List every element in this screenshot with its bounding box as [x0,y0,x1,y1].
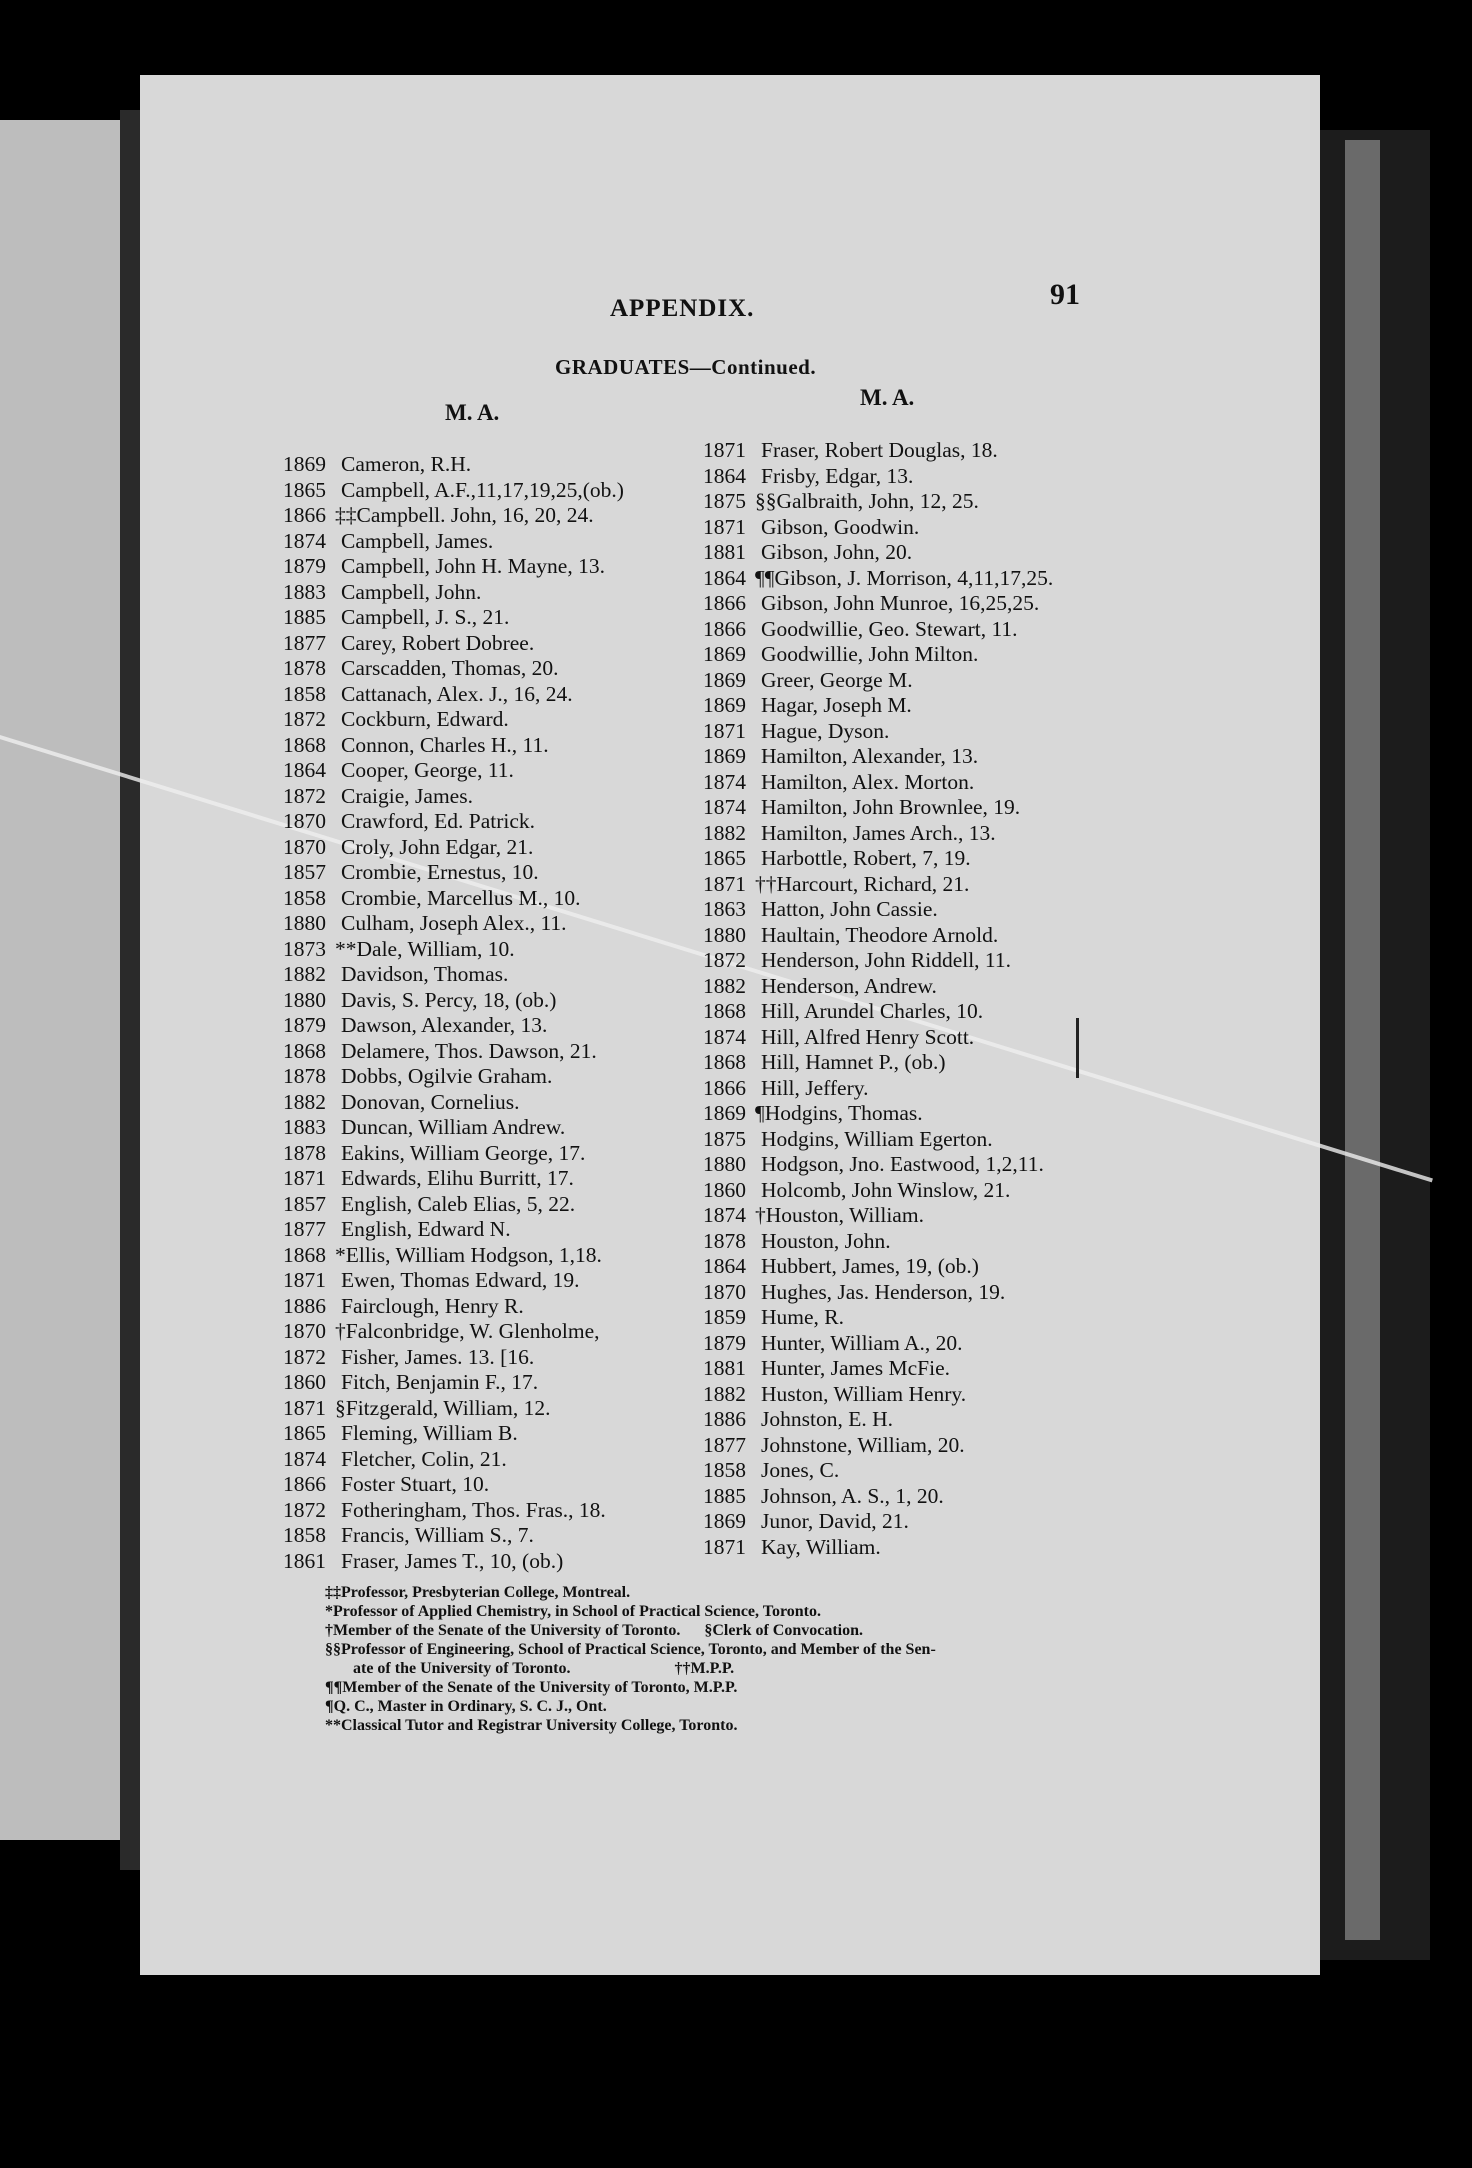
graduate-entry [703,1178,1053,1204]
graduate-entry [703,515,1053,541]
graduate-year: 1866 [703,591,746,615]
graduate-year: 1882 [703,1381,746,1406]
graduate-name: Johnson, A. S., 1, 20. [761,1483,944,1508]
graduate-year: 1874 [703,769,746,794]
graduate-name: Campbell, A.F.,11,17,19,25,(ob.) [341,477,624,502]
graduate-year: 1874 [703,1203,746,1227]
graduate-name: Fitch, Benjamin F., 17. [341,1370,539,1394]
footnote-mark: ¶ [755,1101,765,1125]
section-title: GRADUATES—Continued. [555,355,817,379]
graduate-entry [283,886,624,912]
graduate-year: 1868 [703,1050,746,1074]
page-edge-strip [1345,140,1380,1940]
graduate-year: 1878 [283,1140,326,1165]
graduate-entry [703,1484,1053,1510]
graduate-entry [703,591,1053,617]
graduate-entry [283,962,624,988]
graduate-entry [283,605,624,631]
graduate-name: Hamilton, Alex. Morton. [761,769,975,794]
graduate-name: Fraser, Robert Douglas, 18. [761,438,998,462]
graduate-name: Crawford, Ed. Patrick. [341,809,536,833]
graduate-name: Ellis, William Hodgson, 1,18. [345,1242,602,1267]
graduate-year: 1861 [283,1548,326,1573]
graduate-year: 1886 [283,1293,326,1318]
graduate-entry [283,1064,624,1090]
graduate-year: 1864 [703,1254,746,1278]
graduate-name: Hill, Arundel Charles, 10. [761,999,984,1023]
graduate-year: 1857 [283,860,326,884]
graduate-entry [703,566,1053,592]
graduate-name: Campbell, J. S., 21. [341,605,510,629]
graduate-name: Greer, George M. [761,667,913,692]
graduate-year: 1872 [283,1497,326,1522]
graduate-entry [703,1331,1053,1357]
graduate-entry [703,1280,1053,1306]
graduate-year: 1871 [703,514,746,539]
graduate-name: Crombie, Ernestus, 10. [341,860,539,884]
graduate-year: 1883 [283,1115,326,1139]
graduate-year: 1872 [283,783,326,808]
graduate-year: 1872 [283,707,326,731]
graduate-name: Gibson, J. Morrison, 4,11,17,25. [774,565,1054,590]
graduate-entry [283,1039,624,1065]
graduate-year: 1871 [283,1395,326,1420]
graduate-year: 1870 [283,809,326,833]
graduate-name: Cooper, George, 11. [341,758,514,782]
footnote-line: ¶¶Member of the Senate of the University of Toronto, M.P.P. [325,1679,738,1696]
graduate-year: 1872 [283,1344,326,1369]
footnote-line: ate of the University of Toronto. ††M.P.P. [325,1660,735,1677]
graduate-entry [703,795,1053,821]
graduate-entry [703,1254,1053,1280]
graduate-entry [703,438,1053,464]
graduate-name: Cattanach, Alex. J., 16, 24. [341,681,573,706]
graduate-name: Campbell. John, 16, 20, 24. [356,503,594,527]
graduate-year: 1882 [703,973,746,998]
graduate-name: Hodgson, Jno. Eastwood, 1,2,11. [761,1152,1044,1176]
graduate-name: Hunter, William A., 20. [761,1330,963,1355]
graduate-name: Campbell, James. [341,528,494,553]
graduate-entry [283,937,624,963]
graduate-year: 1868 [703,999,746,1023]
graduate-name: Foster Stuart, 10. [341,1472,490,1496]
graduate-entry [283,1268,624,1294]
graduate-year: 1865 [283,477,326,502]
graduate-year: 1871 [703,871,746,896]
graduate-entry [283,1115,624,1141]
graduate-entry [703,1025,1053,1051]
graduate-entry [703,1509,1053,1535]
graduate-name: Jones, C. [761,1458,840,1482]
graduate-entry [703,1076,1053,1102]
graduate-year: 1880 [703,922,746,947]
graduate-name: Ewen, Thomas Edward, 19. [341,1268,580,1292]
graduate-name: Harbottle, Robert, 7, 19. [761,846,971,870]
book-gutter [120,110,140,1870]
graduate-year: 1871 [703,718,746,743]
graduate-entry [283,988,624,1014]
graduate-entry [283,656,624,682]
graduate-entry [283,835,624,861]
graduate-entry [283,682,624,708]
footnote-line: †Member of the Senate of the University of Toronto. §Clerk of Convocation. [325,1622,864,1639]
graduate-year: 1864 [283,758,326,782]
graduate-name: Davidson, Thomas. [341,962,509,986]
graduate-entry [283,911,624,937]
graduate-year: 1870 [283,1319,326,1343]
footnote-mark: ¶¶ [755,565,775,590]
graduate-entry [703,693,1053,719]
right-column-heading: M. A. [860,385,915,410]
graduate-entry [703,1229,1053,1255]
graduate-year: 1879 [283,554,326,578]
graduate-name: Hume, R. [761,1305,845,1329]
graduate-entry [283,503,624,529]
graduate-entry [703,464,1053,490]
graduate-entry [703,872,1053,898]
right-graduate-list [703,438,1053,1560]
graduate-name: Fraser, James T., 10, (ob.) [341,1548,564,1573]
graduate-entry [703,1101,1053,1127]
graduate-entry [283,1166,624,1192]
footnote-mark: §§ [755,489,777,513]
graduate-year: 1869 [703,1509,746,1533]
graduate-year: 1886 [703,1407,746,1431]
graduate-year: 1865 [283,1421,326,1445]
graduate-name: Cameron, R.H. [341,452,472,476]
graduate-year: 1857 [283,1191,326,1216]
graduate-entry [703,489,1053,515]
graduate-name: Francis, William S., 7. [341,1523,534,1547]
graduate-year: 1882 [283,1089,326,1114]
graduate-name: Culham, Joseph Alex., 11. [341,911,567,935]
graduate-name: Fletcher, Colin, 21. [341,1446,507,1471]
graduate-year: 1866 [703,1075,746,1100]
graduate-name: Hill, Alfred Henry Scott. [761,1024,975,1049]
graduate-name: Eakins, William George, 17. [341,1140,586,1165]
graduate-name: Henderson, Andrew. [761,973,937,998]
graduate-year: 1869 [703,1101,746,1125]
graduate-year: 1858 [703,1458,746,1482]
graduate-entry [283,1370,624,1396]
footnote-mark: † [335,1319,346,1343]
footnote-line: ¶Q. C., Master in Ordinary, S. C. J., Ont. [325,1698,607,1715]
graduate-entry [283,1549,624,1575]
left-graduate-list [283,452,624,1574]
graduate-name: Craigie, James. [341,783,473,808]
graduate-name: Falconbridge, W. Glenholme, [345,1319,600,1343]
graduate-year: 1858 [283,885,326,910]
graduate-year: 1863 [703,897,746,921]
graduate-year: 1880 [703,1152,746,1176]
graduate-entry [283,860,624,886]
graduate-entry [703,897,1053,923]
graduate-name: English, Caleb Elias, 5, 22. [341,1191,576,1216]
graduate-entry [283,1217,624,1243]
graduate-entry [703,540,1053,566]
graduate-entry [703,744,1053,770]
graduate-year: 1869 [703,744,746,768]
graduate-name: Hamilton, John Brownlee, 19. [761,795,1021,819]
graduate-year: 1877 [283,1217,326,1241]
graduate-entry [283,1319,624,1345]
graduate-year: 1868 [283,732,326,757]
graduate-year: 1880 [283,987,326,1012]
graduate-name: Kay, William. [761,1534,881,1559]
graduate-year: 1866 [283,1472,326,1496]
graduate-entry [283,1243,624,1269]
graduate-entry [703,719,1053,745]
graduate-year: 1871 [703,438,746,462]
graduate-year: 1866 [703,616,746,641]
graduate-year: 1878 [283,656,326,680]
graduate-name: Galbraith, John, 12, 25. [776,489,979,513]
graduate-name: Hague, Dyson. [761,718,890,743]
graduate-entry [283,758,624,784]
graduate-year: 1868 [283,1242,326,1267]
graduate-name: Gibson, John Munroe, 16,25,25. [761,591,1040,615]
graduate-entry [283,1013,624,1039]
graduate-name: Hatton, John Cassie. [761,897,938,921]
graduate-year: 1860 [703,1177,746,1202]
graduate-entry [283,478,624,504]
graduate-year: 1864 [703,565,746,590]
graduate-entry [283,1396,624,1422]
graduate-entry [703,642,1053,668]
graduate-year: 1866 [283,503,326,527]
graduate-entry [283,733,624,759]
graduate-year: 1879 [283,1013,326,1037]
graduate-year: 1881 [703,1356,746,1380]
graduate-entry [703,948,1053,974]
graduate-entry [283,554,624,580]
graduate-year: 1874 [703,1024,746,1049]
graduate-year: 1882 [703,820,746,845]
graduate-year: 1869 [703,693,746,717]
graduate-name: Hamilton, James Arch., 13. [761,820,996,845]
page-number: 91 [1050,278,1080,311]
graduate-entry [703,1382,1053,1408]
graduate-name: Hunter, James McFie. [761,1356,951,1380]
graduate-name: Hagar, Joseph M. [761,693,912,717]
graduate-year: 1883 [283,579,326,604]
margin-pencil-mark [1076,1018,1079,1078]
graduate-entry [703,1305,1053,1331]
graduate-name: Carscadden, Thomas, 20. [341,656,559,680]
graduate-name: Harcourt, Richard, 21. [776,871,970,896]
graduate-name: Gibson, Goodwin. [761,514,920,539]
graduate-year: 1875 [703,489,746,513]
graduate-year: 1885 [703,1483,746,1508]
graduate-name: Goodwillie, Geo. Stewart, 11. [761,616,1018,641]
graduate-year: 1859 [703,1305,746,1329]
graduate-name: Edwards, Elihu Burritt, 17. [341,1166,574,1190]
graduate-entry [283,1447,624,1473]
graduate-name: Holcomb, John Winslow, 21. [761,1177,1011,1202]
graduate-name: Huston, William Henry. [761,1381,967,1406]
graduate-name: Campbell, John H. Mayne, 13. [341,554,605,578]
graduate-entry [703,821,1053,847]
graduate-year: 1872 [703,948,746,972]
graduate-entry [283,707,624,733]
graduate-year: 1880 [283,911,326,935]
graduate-entry [283,809,624,835]
graduate-name: Fairclough, Henry R. [341,1293,524,1318]
graduate-name: Haultain, Theodore Arnold. [761,922,999,947]
graduate-entry [283,784,624,810]
graduate-year: 1877 [703,1432,746,1457]
graduate-name: Dobbs, Ogilvie Graham. [341,1064,553,1088]
graduate-year: 1874 [283,528,326,553]
graduate-name: Connon, Charles H., 11. [341,732,549,757]
graduate-entry [703,1203,1053,1229]
graduate-entry [703,1458,1053,1484]
graduate-name: Carey, Robert Dobree. [341,630,535,655]
graduate-name: Dawson, Alexander, 13. [341,1013,548,1037]
graduate-name: Fotheringham, Thos. Fras., 18. [341,1497,606,1522]
footnotes [325,1583,936,1735]
graduate-name: English, Edward N. [341,1217,511,1241]
graduate-name: Johnston, E. H. [761,1407,893,1431]
graduate-name: Hodgins, Thomas. [764,1101,923,1125]
graduate-entry [283,1141,624,1167]
graduate-name: Fisher, James. 13. [16. [341,1344,535,1369]
graduate-entry [283,1472,624,1498]
graduate-year: 1875 [703,1126,746,1151]
graduate-year: 1871 [703,1534,746,1559]
graduate-entry [283,1294,624,1320]
graduate-year: 1860 [283,1370,326,1394]
graduate-year: 1865 [703,846,746,870]
graduate-year: 1858 [283,1523,326,1547]
footnote-mark: † [755,1203,766,1227]
graduate-entry [283,580,624,606]
graduate-entry [703,974,1053,1000]
graduate-entry [703,923,1053,949]
graduate-year: 1869 [703,642,746,666]
graduate-entry [703,1127,1053,1153]
graduate-name: Frisby, Edgar, 13. [761,463,914,488]
footnote-line: §§Professor of Engineering, School of Practical Science, Toronto, and Member of the Sen- [325,1641,936,1658]
graduate-year: 1874 [703,795,746,819]
graduate-entry [283,1523,624,1549]
footnote-line: *Professor of Applied Chemistry, in School of Practical Science, Toronto. [325,1603,821,1620]
graduate-year: 1871 [283,1166,326,1190]
left-column-heading: M. A. [445,400,500,425]
graduate-entry [703,668,1053,694]
graduate-name: Hill, Hamnet P., (ob.) [761,1050,946,1074]
graduate-year: 1864 [703,463,746,488]
graduate-name: Duncan, William Andrew. [341,1115,566,1139]
graduate-name: Crombie, Marcellus M., 10. [341,885,581,910]
graduate-name: Johnstone, William, 20. [761,1432,965,1457]
graduate-entry [703,1535,1053,1561]
graduate-entry [283,1090,624,1116]
graduate-entry [703,846,1053,872]
footnote-line: **Classical Tutor and Registrar University College, Toronto. [325,1717,738,1734]
graduate-entry [283,1192,624,1218]
graduate-year: 1879 [703,1330,746,1355]
graduate-name: Cockburn, Edward. [341,707,509,731]
graduate-entry [703,770,1053,796]
graduate-year: 1882 [283,962,326,986]
graduate-entry [283,631,624,657]
graduate-year: 1877 [283,630,326,655]
graduate-name: Hamilton, Alexander, 13. [761,744,979,768]
graduate-year: 1881 [703,540,746,564]
footnote-mark: †† [755,871,777,896]
graduate-entry [283,1498,624,1524]
page-header-title: APPENDIX. [610,295,755,322]
graduate-entry [283,1421,624,1447]
footnote-mark: ‡‡ [335,503,357,527]
graduate-name: Junor, David, 21. [761,1509,909,1533]
graduate-name: Gibson, John, 20. [761,540,913,564]
graduate-year: 1870 [283,834,326,859]
graduate-year: 1870 [703,1279,746,1304]
footnote-mark: * [335,1242,346,1267]
graduate-year: 1869 [703,667,746,692]
graduate-entry [703,1356,1053,1382]
footnote-mark: § [335,1395,346,1420]
graduate-name: Campbell, John. [341,579,482,604]
graduate-name: Hill, Jeffery. [761,1075,869,1100]
graduate-entry [283,452,624,478]
graduate-year: 1878 [283,1064,326,1088]
graduate-name: Henderson, John Riddell, 11. [761,948,1012,972]
graduate-year: 1871 [283,1268,326,1292]
left-facing-page [0,120,120,1840]
graduate-name: Houston, John. [761,1228,891,1253]
footnote-mark: ** [335,936,357,961]
graduate-name: Croly, John Edgar, 21. [341,834,534,859]
footnote-line: ‡‡Professor, Presbyterian College, Montreal. [325,1584,631,1601]
graduate-year: 1869 [283,452,326,476]
graduate-entry [703,1050,1053,1076]
graduate-year: 1885 [283,605,326,629]
graduate-year: 1878 [703,1228,746,1253]
graduate-name: Goodwillie, John Milton. [761,642,979,666]
graduate-year: 1874 [283,1446,326,1471]
graduate-name: Davis, S. Percy, 18, (ob.) [341,987,557,1012]
graduate-name: Donovan, Cornelius. [341,1089,520,1114]
graduate-entry [703,1152,1053,1178]
graduate-name: Delamere, Thos. Dawson, 21. [341,1038,597,1063]
graduate-name: Hodgins, William Egerton. [761,1126,993,1151]
graduate-name: Fitzgerald, William, 12. [345,1395,551,1420]
graduate-entry [283,1345,624,1371]
graduate-entry [703,1407,1053,1433]
graduate-name: Houston, William. [765,1203,924,1227]
graduate-name: Fleming, William B. [341,1421,518,1445]
graduate-year: 1858 [283,681,326,706]
graduate-name: Hughes, Jas. Henderson, 19. [761,1279,1006,1304]
graduate-entry [283,529,624,555]
graduate-year: 1873 [283,936,326,961]
graduate-entry [703,1433,1053,1459]
graduate-entry [703,617,1053,643]
graduate-name: Dale, William, 10. [356,936,515,961]
graduate-entry [703,999,1053,1025]
graduate-year: 1868 [283,1038,326,1063]
graduate-name: Hubbert, James, 19, (ob.) [761,1254,979,1278]
